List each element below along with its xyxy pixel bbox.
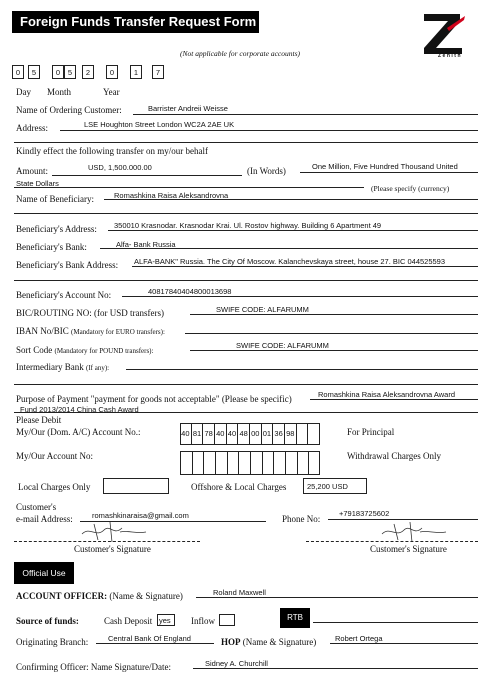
date-digit[interactable]: 1: [130, 65, 142, 79]
purpose-value[interactable]: Romashkina Raisa Aleksandrovna Award: [318, 390, 456, 399]
date-digit[interactable]: 2: [82, 65, 94, 79]
sort-label: [16, 345, 153, 355]
purpose-quoted: "payment for goods not acceptable": [90, 394, 220, 404]
offshore-charges-value[interactable]: 25,200 USD: [303, 478, 367, 494]
dom-account-digit[interactable]: 48: [238, 423, 250, 445]
account-value[interactable]: 40817840404800013698: [148, 287, 232, 296]
dom-account-digits: [180, 423, 320, 445]
purpose-label-text: Purpose of Payment: [16, 394, 89, 404]
beneficiary-bank-label: Beneficiary's Bank:: [16, 242, 87, 252]
form-title: Foreign Funds Transfer Request Form: [12, 11, 259, 33]
purpose-label: [16, 394, 292, 404]
sort-value[interactable]: SWIFE CODE: ALFARUMM: [236, 341, 329, 350]
amount-words-value[interactable]: One Million, Five Hundred Thousand United: [312, 162, 458, 171]
iban-label: [16, 326, 165, 336]
customer-signature-right-label: Customer's Signature: [370, 544, 447, 554]
dom-account-digit[interactable]: 00: [250, 423, 262, 445]
dom-account-digit[interactable]: 40: [227, 423, 239, 445]
originating-branch-value[interactable]: Central Bank Of England: [108, 634, 191, 643]
ordering-address-value[interactable]: LSE Houghton Street London WC2A 2AE UK: [84, 120, 235, 129]
originating-branch-label: Originating Branch:: [16, 637, 89, 647]
bic-label: BIC/ROUTING NO: (for USD transfers): [16, 308, 164, 318]
cash-deposit-label: Cash Deposit: [104, 616, 153, 626]
beneficiary-name-label: Name of Beneficiary:: [16, 194, 94, 204]
intermediary-note: (If any):: [85, 364, 110, 372]
principal-label: For Principal: [347, 427, 395, 437]
form-subtitle: (Not applicable for corporate accounts): [180, 49, 300, 58]
beneficiary-bank-address-value[interactable]: ALFA-BANK" Russia. The City Of Moscow. Kalanchevskaya street, house 27. BIC 044525593: [134, 257, 446, 266]
date-digit[interactable]: 0: [106, 65, 118, 79]
date-digit[interactable]: 5: [64, 65, 76, 79]
date-digit[interactable]: 0: [12, 65, 24, 79]
offshore-charges-label: Offshore & Local Charges: [191, 482, 287, 492]
dom-account-digit[interactable]: [308, 423, 320, 445]
date-digit[interactable]: 0: [52, 65, 64, 79]
sort-label-text: Sort Code: [16, 345, 53, 355]
iban-label-text: IBAN No/BIC: [16, 326, 69, 336]
hop-note: (Name & Signature): [242, 637, 317, 647]
local-charges-label: Local Charges Only: [18, 482, 91, 492]
confirming-officer-label: Confirming Officer: Name Signature/Date:: [16, 662, 172, 672]
phone-value[interactable]: +79183725602: [339, 509, 390, 518]
purpose-specify: (Please be specific): [221, 394, 292, 404]
ordering-address-label: Address:: [16, 123, 48, 133]
inflow-checkbox[interactable]: [219, 614, 235, 626]
account-officer-label: [16, 591, 183, 601]
amount-value[interactable]: USD, 1,500.000.00: [88, 163, 152, 172]
ordering-name-label: Name of Ordering Customer:: [16, 105, 122, 115]
date-digit[interactable]: 5: [28, 65, 40, 79]
dom-account-digit[interactable]: [297, 423, 309, 445]
hop-label: [221, 637, 316, 647]
sort-note: (Mandatory for POUND transfers):: [54, 347, 154, 355]
my-account-label: My/Our Account No:: [16, 451, 93, 461]
iban-note: (Mandatory for EURO transfers):: [71, 328, 165, 336]
beneficiary-address-value[interactable]: 350010 Krasnodar. Krasnodar Krai. Ul. Rostov highway. Building 6 Apartment 49: [114, 221, 382, 230]
dom-account-digit[interactable]: 78: [203, 423, 215, 445]
email-value[interactable]: romashkinaraisa@gmail.com: [92, 511, 189, 520]
zenith-logo-text: Zenith: [438, 53, 462, 59]
bic-value[interactable]: SWIFE CODE: ALFARUMM: [216, 305, 309, 314]
source-of-funds-label: Source of funds:: [16, 616, 79, 626]
hop-value[interactable]: Robert Ortega: [335, 634, 383, 643]
account-officer-label-text: ACCOUNT OFFICER:: [16, 591, 108, 601]
dom-account-digit[interactable]: 40: [215, 423, 227, 445]
customer-signature-left-label: Customer's Signature: [74, 544, 151, 554]
hop-label-text: HOP: [221, 637, 241, 647]
amount-label: Amount:: [16, 166, 49, 176]
zenith-logo: [420, 12, 470, 62]
dom-account-label: My/Our (Dom. A/C) Account No.:: [16, 427, 141, 437]
account-officer-note: (Name & Signature): [109, 591, 183, 601]
please-debit-label: Please Debit: [16, 415, 62, 425]
customer-label: Customer's: [16, 502, 57, 512]
confirming-officer-value[interactable]: Sidney A. Churchill: [205, 659, 268, 668]
withdrawal-label: Withdrawal Charges Only: [347, 451, 441, 461]
month-label: Month: [47, 87, 72, 97]
beneficiary-bank-value[interactable]: Alfa- Bank Russia: [116, 240, 176, 249]
transfer-instruction: Kindly effect the following transfer on my/our behalf: [16, 146, 209, 156]
phone-label: Phone No:: [282, 514, 321, 524]
local-charges-box[interactable]: [103, 478, 169, 494]
currency-note: (Please specify (currency): [371, 184, 450, 193]
email-label: e-mail Address:: [16, 514, 73, 524]
amount-words-value-cont[interactable]: State Dollars: [16, 179, 59, 188]
day-label: Day: [16, 87, 31, 97]
dom-account-digit[interactable]: 01: [262, 423, 274, 445]
in-words-label: (In Words): [247, 166, 286, 176]
dom-account-digit[interactable]: 81: [192, 423, 204, 445]
beneficiary-name-value[interactable]: Romashkina Raisa Aleksandrovna: [114, 191, 229, 200]
date-digit[interactable]: 7: [152, 65, 164, 79]
intermediary-label-text: Intermediary Bank: [16, 362, 84, 372]
year-label: Year: [103, 87, 120, 97]
account-officer-value[interactable]: Roland Maxwell: [213, 588, 266, 597]
dom-account-digit[interactable]: 36: [273, 423, 285, 445]
cash-deposit-checkbox[interactable]: yes: [157, 614, 175, 626]
beneficiary-address-label: Beneficiary's Address:: [16, 224, 97, 234]
dom-account-digit[interactable]: 98: [285, 423, 297, 445]
purpose-value-cont[interactable]: Fund 2013/2014 China Cash Award: [20, 405, 139, 414]
intermediary-label: [16, 362, 109, 372]
dom-account-digit[interactable]: 40: [180, 423, 192, 445]
account-label: Beneficiary's Account No:: [16, 290, 112, 300]
ordering-name-value[interactable]: Barrister Andreii Weisse: [148, 104, 228, 113]
rtb-label: RTB: [280, 608, 310, 628]
official-use-label: Official Use: [14, 562, 74, 584]
beneficiary-bank-address-label: Beneficiary's Bank Address:: [16, 260, 119, 270]
inflow-label: Inflow: [191, 616, 215, 626]
